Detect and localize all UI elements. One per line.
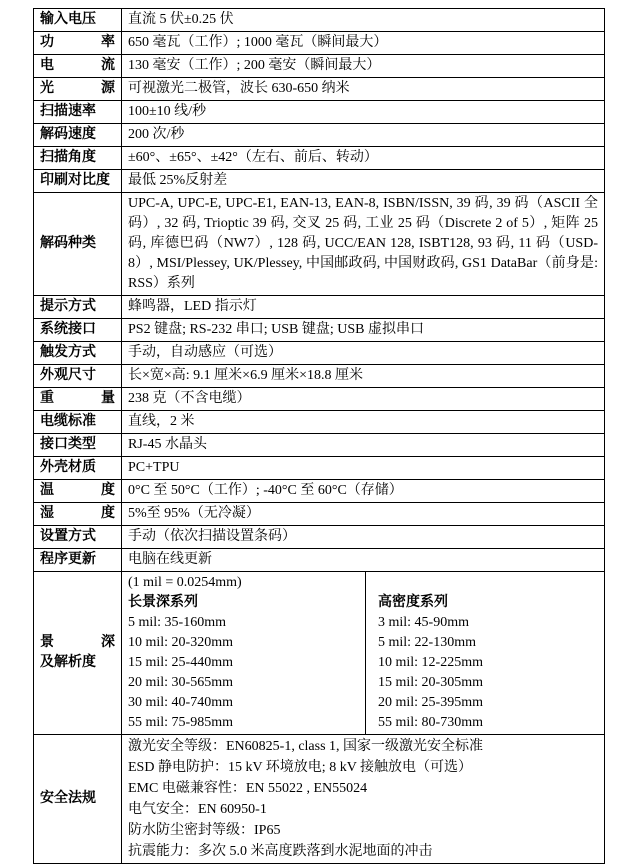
spec-label-line: 及解析度	[40, 655, 96, 670]
spec-value: RJ-45 水晶头	[122, 434, 605, 457]
spec-value: 手动，自动感应（可选）	[122, 342, 605, 365]
depth-item: 20 mil: 25-395mm	[378, 695, 483, 710]
spec-value: 0°C 至 50°C（工作）; -40°C 至 60°C（存储）	[122, 480, 605, 503]
table-row	[34, 32, 605, 55]
spec-label: 功 率	[34, 32, 122, 55]
spec-label: 设置方式	[34, 526, 122, 549]
spec-value: 直线，2 米	[122, 411, 605, 434]
depth-item: 5 mil: 22-130mm	[378, 635, 476, 650]
depth-item: 15 mil: 25-440mm	[128, 655, 233, 670]
spec-value: 电脑在线更新	[122, 549, 605, 572]
spec-label: 输入电压	[34, 9, 122, 32]
spec-label: 外壳材质	[34, 457, 122, 480]
depth-item: 5 mil: 35-160mm	[128, 615, 226, 630]
spec-value: PC+TPU	[122, 457, 605, 480]
spec-label: 电 流	[34, 55, 122, 78]
spec-label: 程序更新	[34, 549, 122, 572]
spec-value	[122, 572, 605, 735]
table-row	[34, 78, 605, 101]
spec-value: ±60°、±65°、±42°（左右、前后、转动）	[122, 147, 605, 170]
table-row	[34, 101, 605, 124]
spec-value: PS2 键盘; RS-232 串口; USB 键盘; USB 虚拟串口	[122, 319, 605, 342]
spec-label: 扫描角度	[34, 147, 122, 170]
table-row	[34, 480, 605, 503]
depth-left-column	[122, 572, 366, 734]
spec-value	[122, 735, 605, 864]
table-row	[34, 549, 605, 572]
depth-item: 3 mil: 45-90mm	[378, 615, 469, 630]
depth-item: 15 mil: 20-305mm	[378, 675, 483, 690]
table-row	[34, 526, 605, 549]
spec-value: 可视激光二极管，波长 630-650 纳米	[122, 78, 605, 101]
spec-label: 温 度	[34, 480, 122, 503]
spec-value: 蜂鸣器，LED 指示灯	[122, 296, 605, 319]
spec-value: 650 毫瓦（工作）; 1000 毫瓦（瞬间最大）	[122, 32, 605, 55]
spec-label: 重 量	[34, 388, 122, 411]
safety-line: 激光安全等级：EN60825-1, class 1, 国家一级激光安全标准	[128, 739, 484, 754]
table-row	[34, 365, 605, 388]
table-row	[34, 319, 605, 342]
depth-right-column	[366, 572, 604, 734]
table-row	[34, 55, 605, 78]
safety-line: 电气安全：EN 60950-1	[128, 802, 267, 817]
table-row	[34, 503, 605, 526]
safety-line: 抗震能力：多次 5.0 米高度跌落到水泥地面的冲击	[128, 844, 433, 859]
table-row	[34, 434, 605, 457]
safety-line: EMC 电磁兼容性：EN 55022 , EN55024	[128, 781, 368, 796]
table-row	[34, 388, 605, 411]
spec-label: 安全法规	[34, 735, 122, 864]
table-row	[34, 193, 605, 296]
table-row	[34, 735, 605, 864]
series-title: 长景深系列	[128, 595, 198, 610]
spec-value: 5%至 95%（无冷凝）	[122, 503, 605, 526]
table-row	[34, 411, 605, 434]
depth-item: 30 mil: 40-740mm	[128, 695, 233, 710]
table-row	[34, 9, 605, 32]
spec-label: 电缆标准	[34, 411, 122, 434]
spec-label: 光 源	[34, 78, 122, 101]
depth-item: 10 mil: 12-225mm	[378, 655, 483, 670]
spec-label: 扫描速率	[34, 101, 122, 124]
spec-label: 湿 度	[34, 503, 122, 526]
spec-value: 直流 5 伏±0.25 伏	[122, 9, 605, 32]
depth-note: (1 mil = 0.0254mm)	[128, 575, 242, 590]
spec-label: 系统接口	[34, 319, 122, 342]
table-row	[34, 457, 605, 480]
spec-value: 100±10 线/秒	[122, 101, 605, 124]
spec-value: 最低 25%反射差	[122, 170, 605, 193]
spec-label	[34, 572, 122, 735]
spec-value: 130 毫安（工作）; 200 毫安（瞬间最大）	[122, 55, 605, 78]
spec-value: UPC-A, UPC-E, UPC-E1, EAN-13, EAN-8, ISBN/ISSN, 39 码, 39 码（ASCII 全码）, 32 码, Trioptic 39 码, 交叉 25 码, 工业 25 码（Discrete 2 of 5）, 矩阵 25 码, 库德巴码（NW7）, 128 码, UCC/EAN 128, ISBT128, 93 码, 11 码（USD-8）, MSI/Plessey, UK/Plessey, 中国邮政码, 中国财政码, GS1 DataBar（前身是: RSS）系列	[122, 193, 605, 296]
table-row	[34, 296, 605, 319]
safety-line: ESD 静电防护：15 kV 环境放电; 8 kV 接触放电（可选）	[128, 760, 473, 775]
table-row	[34, 342, 605, 365]
safety-line: 防水防尘密封等级：IP65	[128, 823, 281, 838]
depth-item: 55 mil: 80-730mm	[378, 715, 483, 730]
table-row	[34, 147, 605, 170]
depth-item: 10 mil: 20-320mm	[128, 635, 233, 650]
spec-label-line: 景 深	[40, 635, 115, 650]
spec-label: 印刷对比度	[34, 170, 122, 193]
table-row	[34, 572, 605, 735]
spec-value: 200 次/秒	[122, 124, 605, 147]
spec-table-body	[34, 9, 605, 864]
spec-value: 长×宽×高: 9.1 厘米×6.9 厘米×18.8 厘米	[122, 365, 605, 388]
depth-item: 55 mil: 75-985mm	[128, 715, 233, 730]
series-title: 高密度系列	[378, 595, 448, 610]
spec-label: 接口类型	[34, 434, 122, 457]
depth-item: 20 mil: 30-565mm	[128, 675, 233, 690]
table-row	[34, 124, 605, 147]
spec-table	[33, 8, 605, 864]
spec-label: 外观尺寸	[34, 365, 122, 388]
spec-value: 238 克（不含电缆）	[122, 388, 605, 411]
spec-value: 手动（依次扫描设置条码）	[122, 526, 605, 549]
spec-label: 触发方式	[34, 342, 122, 365]
spec-label: 解码速度	[34, 124, 122, 147]
spec-label: 提示方式	[34, 296, 122, 319]
depth-columns	[122, 572, 604, 734]
table-row	[34, 170, 605, 193]
spec-label: 解码种类	[34, 193, 122, 296]
